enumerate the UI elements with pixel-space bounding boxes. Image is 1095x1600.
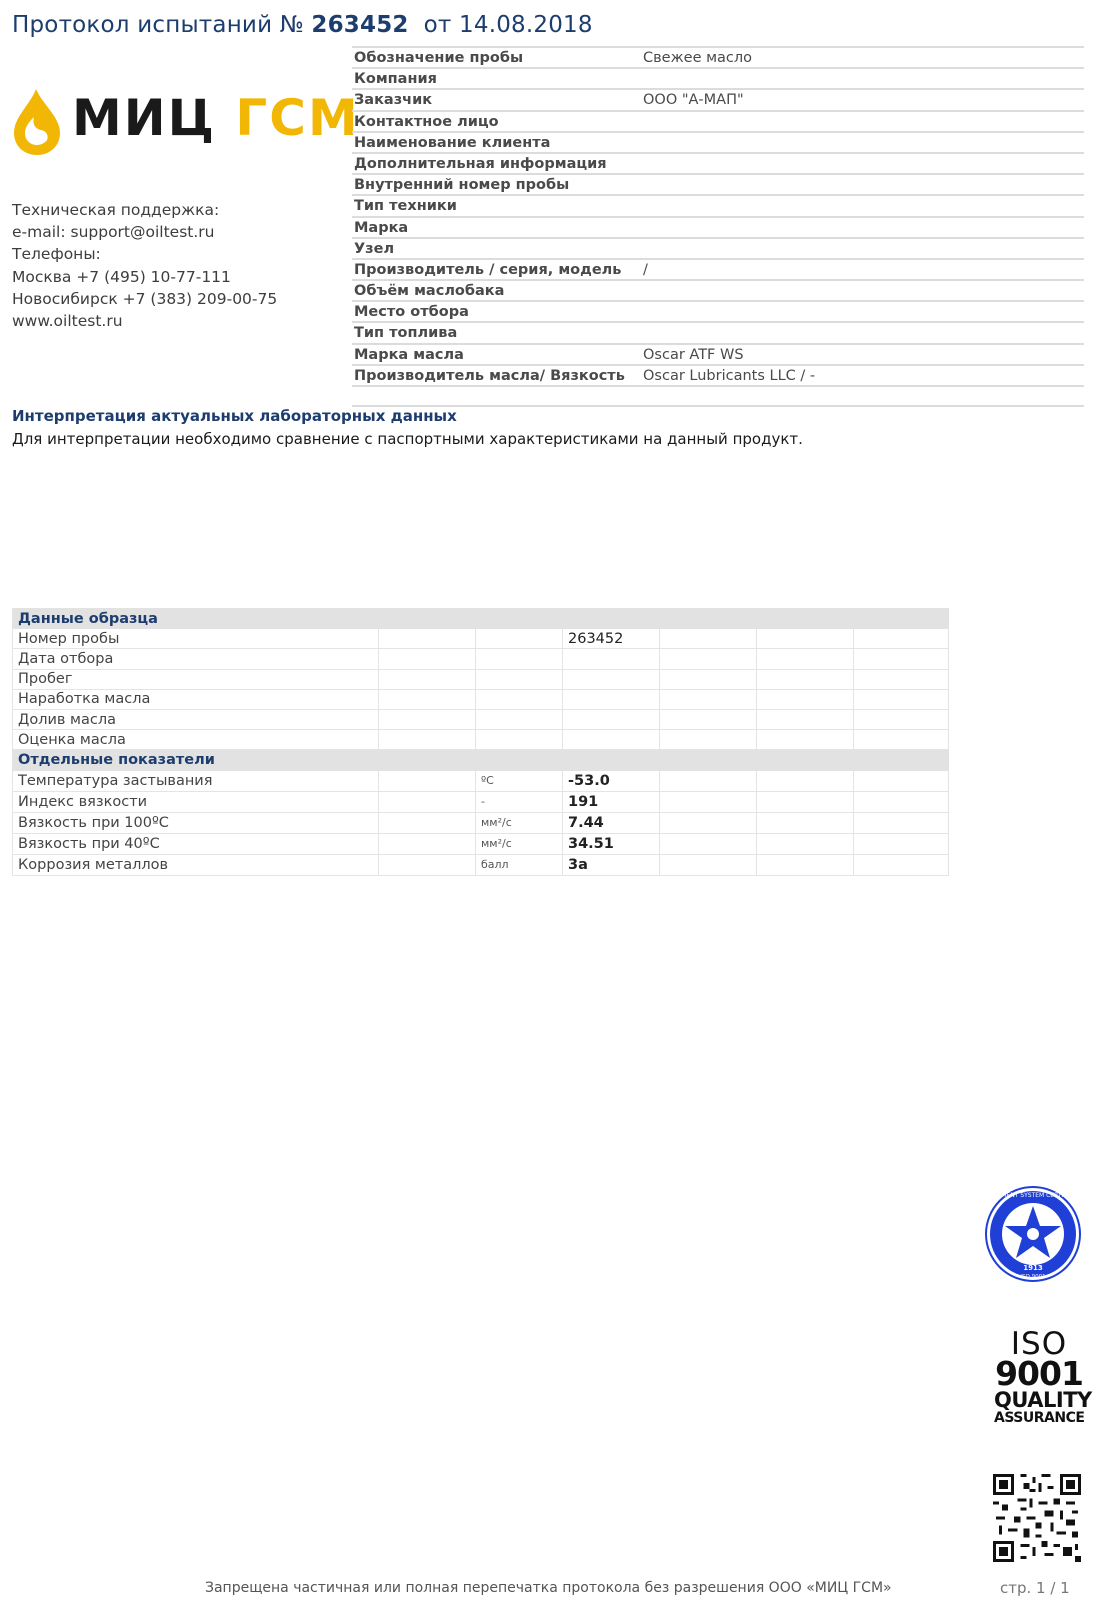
info-row [352,196,1084,217]
row-label: Дата отбора [13,649,379,669]
info-row [352,366,1084,387]
info-divider [352,405,1084,407]
info-row [352,133,1084,154]
row-label: Наработка масла [13,689,379,709]
info-label: Тип топлива [354,325,458,342]
row-value: -53.0 [563,770,660,791]
info-row [352,239,1084,260]
row-value: 7.44 [563,812,660,833]
table-row [13,669,949,689]
info-label: Обозначение пробы [354,50,524,66]
info-row [352,90,1084,111]
table-row [13,730,949,750]
info-value: Oscar ATF WS [643,346,744,363]
row-value: 3а [563,855,660,876]
row-label: Температура застывания [13,770,379,791]
section-header-row [13,750,949,770]
sample-info-table [352,48,1084,387]
iso-line2: 9001 [995,1354,1083,1393]
table-row [13,649,949,669]
sample-data-table [12,608,949,876]
info-label: Тип техники [354,198,457,215]
row-label: Вязкость при 40ºС [13,834,379,855]
table-row [13,770,949,791]
info-label: Внутренний номер пробы [354,177,570,194]
badge-ring-text: MANAGEMENT SYSTEM CERTIFICATION [975,1192,1091,1199]
row-unit: - [476,791,563,812]
row-unit: мм²/с [476,834,563,855]
table-row [13,689,949,709]
row-label: Вязкость при 100ºС [13,812,379,833]
row-value: 34.51 [563,834,660,855]
info-row [352,175,1084,196]
copyright-notice: Запрещена частичная или полная перепечатка протокола без разрешения ООО «МИЦ ГСМ» [205,1580,892,1596]
info-label: Узел [354,240,395,257]
info-row [352,69,1084,90]
phones-heading: Телефоны: [12,245,101,264]
row-value: 191 [563,791,660,812]
support-email[interactable]: e-mail: support@oiltest.ru [12,223,215,242]
info-label: Компания [354,71,437,88]
row-value [563,689,660,709]
table-row [13,812,949,833]
iso-line3: QUALITY [994,1388,1092,1412]
info-label: Дополнительная информация [354,155,607,172]
row-value [563,730,660,750]
info-row [352,154,1084,175]
iso-line1: ISO [1010,1326,1068,1362]
row-label: Коррозия металлов [13,855,379,876]
iso-9001-logo [994,1326,1092,1426]
info-value: ООО "А-МАП" [643,92,744,109]
info-row [352,112,1084,133]
info-label: Марка масла [354,346,464,363]
info-label: Марка [354,219,409,236]
info-row [352,345,1084,366]
website-link[interactable]: www.oiltest.ru [12,312,123,331]
info-label: Место отбора [354,304,469,321]
protocol-number: 263452 [311,12,409,38]
info-label: Контактное лицо [354,113,499,130]
info-value: / [643,261,648,278]
title-prefix: Протокол испытаний № [12,12,304,38]
row-value: 263452 [563,629,660,649]
row-label: Номер пробы [13,629,379,649]
info-label: Производитель / серия, модель [354,261,622,278]
row-value [563,709,660,729]
info-row [352,302,1084,323]
interpretation-title: Интерпретация актуальных лабораторных данных [12,407,457,425]
table-row [13,791,949,812]
info-label: Наименование клиента [354,134,551,151]
support-contacts [12,199,277,332]
table-row [13,629,949,649]
info-row [352,323,1084,344]
row-unit: ºС [476,770,563,791]
info-row [352,260,1084,281]
section-title-sample: Данные образца [13,609,949,629]
logo-word-gsm: ГСМ [235,89,360,147]
row-unit: мм²/с [476,812,563,833]
row-value [563,669,660,689]
page-number: стр. 1 / 1 [1000,1579,1070,1597]
qr-code-icon[interactable] [993,1474,1081,1562]
company-logo [10,87,360,159]
info-value: Свежее масло [643,50,753,66]
section-header-row [13,609,949,629]
protocol-date: от 14.08.2018 [423,12,593,38]
table-row [13,855,949,876]
support-heading: Техническая поддержка: [12,201,220,219]
logo-word-mic: МИЦ [72,89,216,147]
phone-moscow[interactable]: Москва +7 (495) 10-77-111 [12,267,231,286]
info-label: Объём маслобака [354,283,505,300]
interpretation-text: Для интерпретации необходимо сравнение с паспортными характеристиками на данный продукт. [12,430,803,448]
badge-iso: ISO 9001 [1020,1274,1046,1280]
badge-year: 1913 [1023,1264,1043,1272]
certification-badge-icon [975,1186,1091,1282]
phone-novosibirsk[interactable]: Новосибирск +7 (383) 209-00-75 [12,289,278,308]
info-row [352,281,1084,302]
info-row [352,218,1084,239]
info-label: Производитель масла/ Вязкость [354,367,625,384]
iso-line4: ASSURANCE [994,1410,1085,1426]
info-label: Заказчик [354,92,433,109]
row-label: Индекс вязкости [13,791,379,812]
section-title-indicators: Отдельные показатели [13,750,949,770]
info-value: Oscar Lubricants LLC / - [643,367,816,384]
protocol-title [12,12,593,38]
table-row [13,709,949,729]
oil-drop-icon [10,87,64,157]
row-label: Пробег [13,669,379,689]
row-value [563,649,660,669]
row-label: Долив масла [13,709,379,729]
info-row [352,48,1084,69]
row-label: Оценка масла [13,730,379,750]
table-row [13,834,949,855]
row-unit: балл [476,855,563,876]
logo-wordmark [72,89,360,147]
